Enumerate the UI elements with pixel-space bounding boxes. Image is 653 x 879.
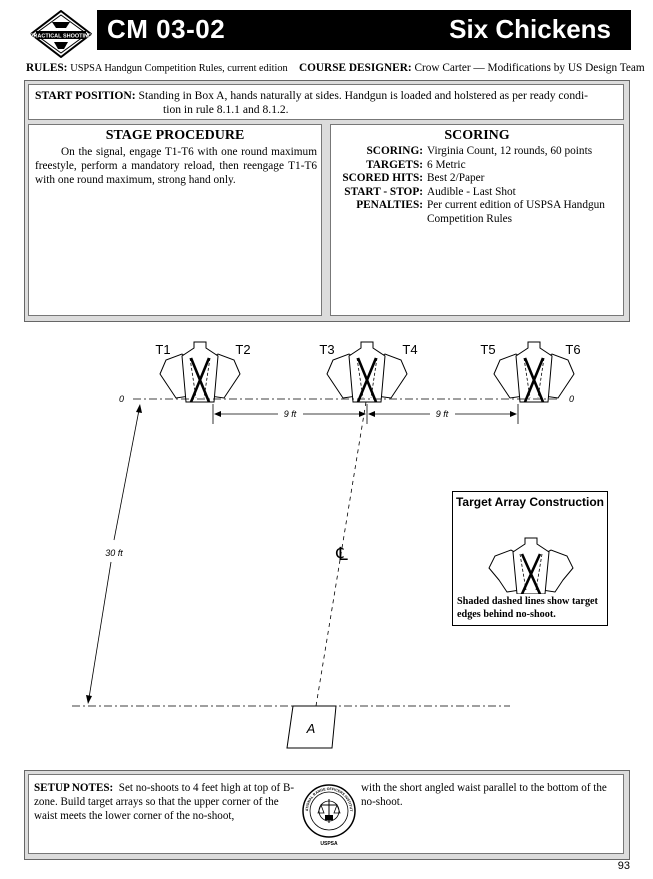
array-title: Target Array Construction: [455, 495, 605, 509]
spacing-label-right: 9 ft: [435, 409, 449, 419]
stage-procedure-text: On the signal, engage T1-T6 with one round maximum freestyle, perform a mandatory reload, then reengage T1-T6 with one round maximum, strong hand only.: [35, 146, 317, 186]
scoring-row: [335, 186, 621, 200]
target-array-illustration: [481, 536, 581, 594]
box-label: A: [306, 721, 316, 736]
scoring-value: Virginia Count, 12 rounds, 60 points: [427, 145, 593, 157]
scoring-value: Per current edition of USPSA Handgun Competition Rules: [427, 199, 605, 225]
scoring-value: 6 Metric: [427, 158, 466, 171]
setup-notes-text-left: Set no-shoots to 4 feet high at top of B-zone. Build target arrays so that the upper corner of the waist meets the lower corner of the no-shoot,: [34, 782, 295, 822]
spacing-label-left: 9 ft: [283, 409, 297, 419]
start-position-text-2: tion in rule 8.1.1 and 8.1.2.: [163, 103, 289, 116]
page-number: 93: [617, 860, 630, 872]
dimension-left: [214, 409, 366, 419]
target-array-2: [327, 342, 407, 402]
rules-line: [26, 62, 645, 74]
rules-label: RULES:: [26, 62, 68, 74]
start-position-label: START POSITION:: [35, 89, 136, 102]
array-note: Shaded dashed lines show target edges behind no-shoot.: [457, 596, 598, 620]
scoring-box: [330, 124, 624, 316]
scoring-value: Audible - Last Shot: [427, 185, 516, 198]
target-label-t6: T6: [565, 342, 581, 357]
title-bar: [97, 10, 631, 50]
rules-value: USPSA Handgun Competition Rules, current edition: [70, 63, 288, 74]
setup-notes-label: SETUP NOTES:: [34, 782, 114, 794]
scoring-row: [335, 199, 621, 226]
baseline-label-right: 0: [569, 394, 575, 404]
scoring-key: SCORED HITS:: [342, 172, 423, 184]
target-label-t1: T1: [155, 342, 171, 357]
target-label-t2: T2: [235, 342, 251, 357]
stage-number: CM 03-02: [107, 14, 226, 44]
setup-notes-text-right: with the short angled waist parallel to the bottom of the no-shoot.: [361, 782, 607, 808]
setup-notes-box: [28, 774, 624, 854]
target-array-1: [160, 342, 240, 402]
stage-procedure-title: STAGE PROCEDURE: [105, 128, 245, 143]
dimension-right: [368, 409, 517, 419]
seal-sub: USPSA: [320, 841, 338, 847]
scoring-key: PENALTIES:: [356, 199, 423, 211]
distance-label: 30 ft: [105, 548, 123, 558]
scoring-value: Best 2/Paper: [427, 172, 485, 184]
distance-dimension: [86, 404, 142, 704]
nroi-seal: [301, 781, 357, 849]
scoring-row: [335, 159, 621, 173]
scoring-key: SCORING:: [366, 145, 423, 157]
scoring-table: [335, 145, 621, 226]
seal-text: ATIONAL RANGE OFFICERS INSTITUT: [304, 786, 354, 812]
scoring-key: START - STOP:: [344, 185, 423, 198]
baseline-label-left: 0: [119, 394, 125, 404]
stage-procedure-box: [28, 124, 322, 316]
target-label-t3: T3: [319, 342, 335, 357]
designer-value: Crow Carter — Modifications by US Design Team: [414, 62, 645, 74]
target-array-construction-box: [452, 491, 608, 626]
start-position-text: Standing in Box A, hands naturally at sides. Handgun is loaded and holstered as per ready condi-: [138, 89, 589, 102]
uspsa-logo: [30, 10, 92, 58]
start-position-box: [28, 84, 624, 120]
designer-label: COURSE DESIGNER:: [298, 62, 412, 74]
scoring-row: [335, 172, 621, 186]
centerline-symbol: ℄: [336, 544, 348, 564]
logo-text: PRACTICAL SHOOTING: [30, 33, 92, 40]
target-label-t5: T5: [480, 342, 496, 357]
target-array-3: [494, 342, 574, 402]
target-label-t4: T4: [402, 342, 418, 357]
scoring-title: SCORING: [444, 128, 510, 143]
scoring-key: TARGETS:: [366, 158, 423, 171]
scoring-row: [335, 145, 621, 159]
stage-name: Six Chickens: [449, 14, 611, 44]
